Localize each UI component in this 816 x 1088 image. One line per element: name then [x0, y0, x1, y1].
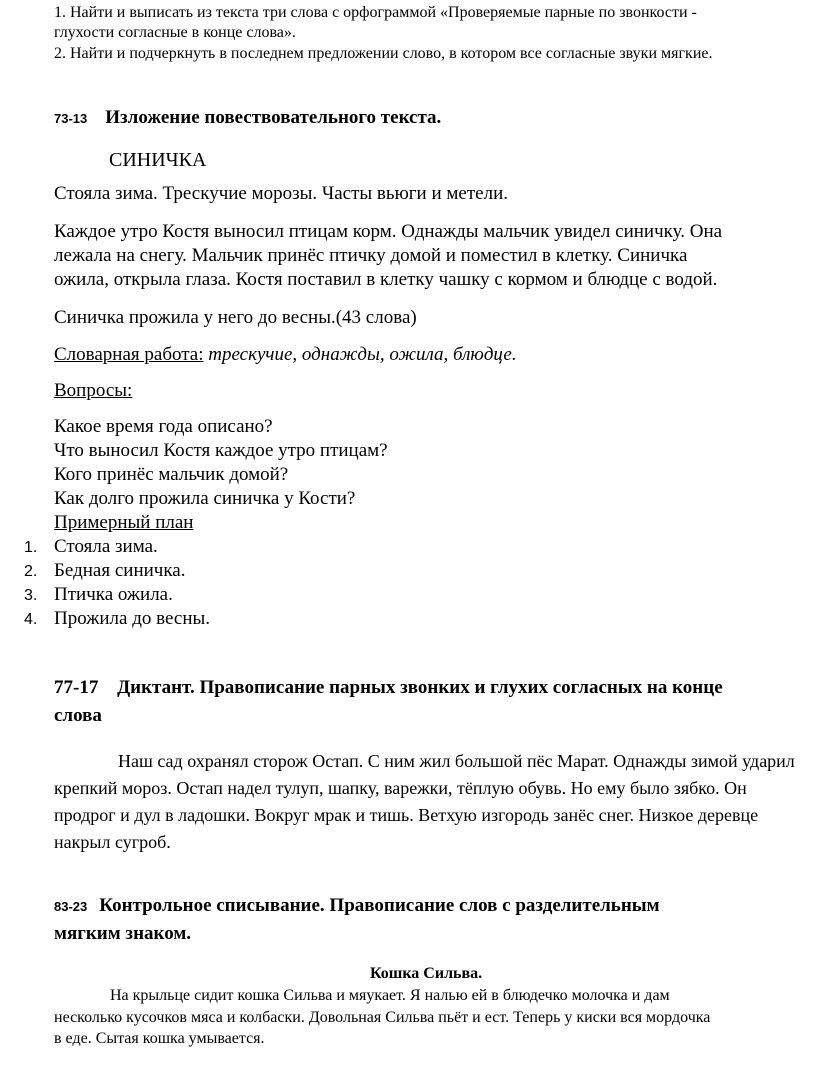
story-paragraph-2-line-2: лежала на снегу. Мальчик принёс птичку домой и поместил в клетку. Синичка [54, 245, 688, 266]
copy-text-line-2: несколько кусочков мяса и колбаски. Довольная Сильва пьёт и ест. Теперь у киски вся мордочка [54, 1009, 711, 1026]
section-1-heading: Изложение повествовательного текста. [105, 107, 442, 128]
plan-item-number: 1. [24, 539, 38, 556]
copy-text-title: Кошка Сильва. [370, 965, 483, 982]
section-3-number: 83-23 [54, 899, 88, 914]
dictation-line-2: крепкий мороз. Остап надел тулуп, шапку, варежки, тёплую обувь. Но ему было зябко. Он [54, 778, 747, 798]
plan-item [24, 559, 185, 584]
section-1-number: 73-13 [54, 111, 88, 126]
plan-item-text: Прожила до весны. [54, 608, 211, 629]
copy-text-line-3: в еде. Сытая кошка умывается. [54, 1030, 265, 1047]
section-2-heading-line-2: слова [54, 705, 102, 726]
section-3-heading-line-2: мягким знаком. [54, 923, 192, 944]
plan-item-number: 2. [24, 563, 38, 580]
section-2-heading-line-1: Диктант. Правописание парных звонких и глухих согласных на конце [117, 677, 723, 698]
plan-label: Примерный план [54, 512, 194, 533]
question-item: Какое время года описано? [54, 416, 273, 437]
story-title: СИНИЧКА [109, 149, 207, 171]
plan-item-number: 3. [24, 587, 38, 604]
vocabulary-words: трескучие, однажды, ожила, блюдце. [203, 344, 517, 365]
story-paragraph-3: Синичка прожила у него до весны.(43 слова) [54, 307, 417, 328]
section-2-number: 77-17 [54, 677, 99, 698]
dictation-line-4: накрыл сугроб. [54, 832, 171, 852]
plan-item [24, 607, 210, 632]
task-1-line-1: 1. Найти и выписать из текста три слова с орфограммой «Проверяемые парные по звонкости - [54, 4, 697, 21]
section-1-header [54, 106, 441, 130]
story-paragraph-1: Стояла зима. Трескучие морозы. Часты вьюги и метели. [54, 183, 508, 204]
plan-item-text: Бедная синичка. [54, 560, 186, 581]
section-3-heading-line-1: Контрольное списывание. Правописание слов с разделительным [99, 895, 660, 916]
task-2: 2. Найти и подчеркнуть в последнем предложении слово, в котором все согласные звуки мягкие. [54, 45, 713, 62]
vocabulary-label: Словарная работа: [54, 344, 204, 365]
dictation-line-3: продрог и дул в ладошки. Вокруг мрак и тишь. Ветхую изгородь занёс снег. Низкое деревце [54, 805, 759, 825]
vocabulary-line [54, 343, 517, 367]
copy-text-line-1: На крыльце сидит кошка Сильва и мяукает. Я налью ей в блюдечко молочка и дам [110, 987, 670, 1004]
plan-item [24, 535, 158, 560]
plan-item-text: Стояла зима. [54, 536, 158, 557]
question-item: Что выносил Костя каждое утро птицам? [54, 440, 388, 461]
plan-item-text: Птичка ожила. [54, 584, 173, 605]
plan-item-number: 4. [24, 611, 38, 628]
question-item: Кого принёс мальчик домой? [54, 464, 289, 485]
plan-item [24, 583, 173, 608]
section-3-header [54, 894, 660, 918]
story-paragraph-2-line-1: Каждое утро Костя выносил птицам корм. Однажды мальчик увидел синичку. Она [54, 221, 723, 242]
dictation-line-1: Наш сад охранял сторож Остап. С ним жил большой пёс Марат. Однажды зимой ударил [118, 751, 795, 771]
section-2-header [54, 676, 723, 700]
task-1-line-2: глухости согласные в конце слова». [54, 24, 296, 41]
story-paragraph-2-line-3: ожила, открыла глаза. Костя поставил в клетку чашку с кормом и блюдце с водой. [54, 269, 718, 290]
questions-label: Вопросы: [54, 380, 133, 401]
question-item: Как долго прожила синичка у Кости? [54, 488, 356, 509]
